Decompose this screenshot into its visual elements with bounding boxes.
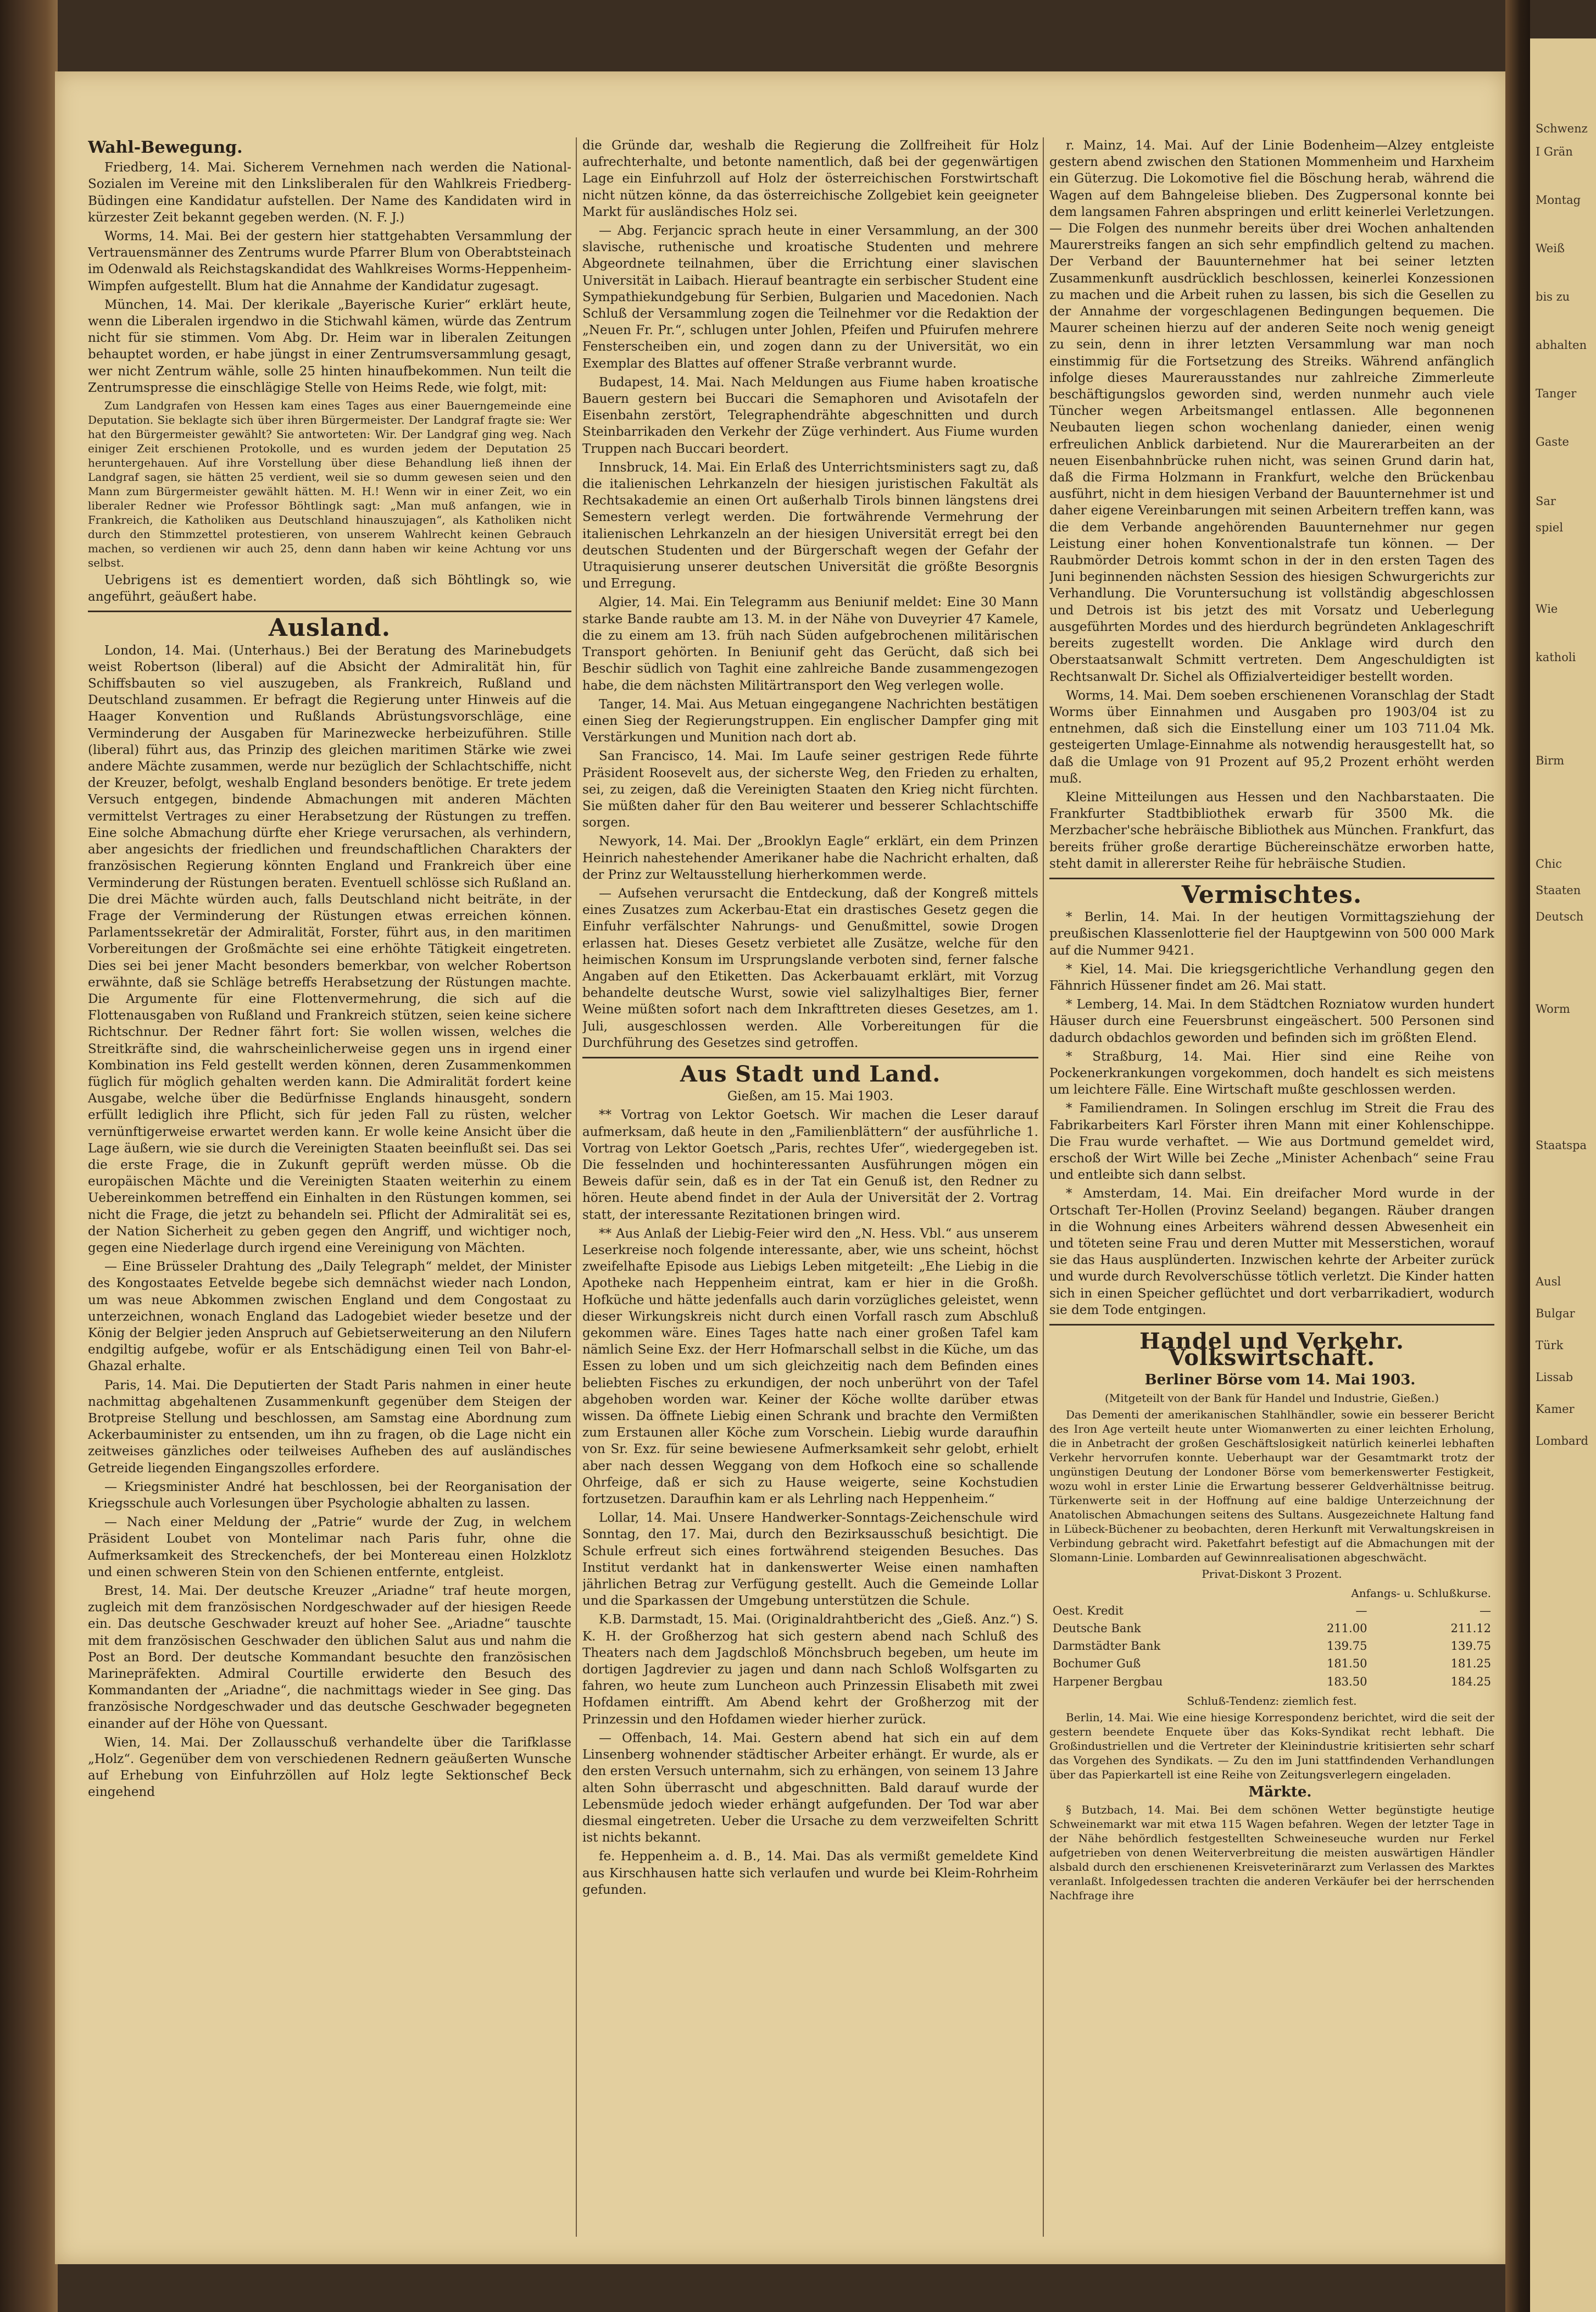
adjacent-page-fragment <box>1530 38 1596 2312</box>
article-paragraph: ** Aus Anlaß der Liebig-Feier wird den „N. Hess. Vbl.“ aus unserem Leserkreise noch folgende interessante, aber, wie uns scheint, höchst zweifelhafte Episode aus Liebigs Leben mitgeteilt: „Ehe Liebig in die Apotheke nach Heppenheim eintrat, kam er hier in die Großh. Hofküche und hätte jedenfalls auch darin vorzügliches geleistet, wenn dieser Wirkungskreis nicht durch einen Vorfall rasch zum Abschluß gekommen wäre. Eines Tages hatte nach einer großen Tafel kam nämlich Seine Exz. der Herr Hofmarschall selbst in die Küche, um das Essen zu loben und um sich gleichzeitig nach dem Befinden eines beliebten Fisches zu erkundigen, der noch unberührt von der Tafel abgehoben worden war. Keiner der Köche wollte darüber etwas wissen. Da öffnete Liebig einen Schrank und brachte den Vermißten zum Erstaunen aller Köche zum Vorschein. Liebig wurde daraufhin von Sr. Exz. für seine bewiesene Aufmerksamkeit sehr gelobt, erhielt aber nach dessen Weggang von dem Hofkoch eine so schallende Ohrfeige, daß er sich zu Hause weigerte, seine Kochstudien fortzusetzen. Daraufhin kam er als Lehrling nach Heppenheim.“ <box>582 1226 1038 1507</box>
column-rule <box>1043 137 1044 2237</box>
article-paragraph: — Kriegsminister André hat beschlossen, bei der Reorganisation der Kriegsschule auch Vorlesungen über Psychologie abhalten zu lassen. <box>88 1479 571 1511</box>
table-row: Harpener Bergbau 183.50 184.25 <box>1053 1675 1491 1688</box>
table-row: Bochumer Guß 181.50 181.25 <box>1053 1657 1491 1671</box>
fragment-line: spiel <box>1536 521 1564 534</box>
article-paragraph: — Nach einer Meldung der „Patrie“ wurde der Zug, in welchem Präsident Loubet von Montelimar nach Paris fuhr, ohne die Aufmerksamkeit des Streckenchefs, der bei Montereau einen Holzklotz und einen schweren Stein von den Schienen entfernte, entgleist. <box>88 1515 571 1579</box>
fragment-line: Gaste <box>1536 435 1569 448</box>
article-paragraph: K.B. Darmstadt, 15. Mai. (Originaldrahtbericht des „Gieß. Anz.“) S. K. H. der Großherzog hat sich gestern abend nach Schluß des Theaters nach dem Jagdschloß Mönchsbruch begeben, um heute im dortigen Jagdrevier zu jagen und dann nach Schloß Wolfsgarten zu fahren, wo heute zum Luncheon auch Prinzessin Elisabeth mit zwei Hofdamen eintrifft. Am Abend kehrt der Großherzog mit der Prinzessin und den Hofdamen wieder hierher zurück. <box>582 1612 1038 1727</box>
fragment-line: Sar <box>1536 495 1556 508</box>
closing-tendency: Schluß-Tendenz: ziemlich fest. <box>1187 1694 1357 1707</box>
article-paragraph: Algier, 14. Mai. Ein Telegramm aus Beniunif meldet: Eine 30 Mann starke Bande raubte am 13. M. in der Nähe von Duveyrier 47 Kamele, die zu einem am 13. früh nach Süden aufgebrochenen militärischen Transport gehörten. In Beniunif geht das Gerücht, daß sich bei Beschir südlich von Taghit eine zahlreiche Bande zusammengezogen habe, die dem nächsten Militärtransport den Weg verlegen wolle. <box>582 595 1038 693</box>
article-paragraph: Berlin, 14. Mai. Wie eine hiesige Korrespondenz berichtet, wird die seit der gestern beendete Enquete über das Koks-Syndikat recht lebhaft. Die Großindustriellen und die Vertreter der Kleinindustrie kritisierten sehr scharf das Vorgehen des Syndikats. — Zu den im Juni stattfindenden Verhandlungen über das Papierkartell ist eine Reihe von Zeitungsverlegern eingeladen. <box>1049 1710 1494 1781</box>
article-paragraph: — Offenbach, 14. Mai. Gestern abend hat sich ein auf dem Linsenberg wohnender städtischer Arbeiter erhängt. Er wurde, als er den ersten Versuch unternahm, sich zu erhängen, von seinem 13 Jahre alten Sohn überrascht und abgeschnitten. Bald darauf wurde der Lebensmüde jedoch wieder erhängt aufgefunden. Der Tod war aber diesmal eingetreten. Ueber die Ursache zu dem verzweifelten Schritt ist nichts bekannt. <box>582 1731 1038 1845</box>
fragment-line: Montag <box>1536 193 1581 207</box>
article-paragraph: München, 14. Mai. Der klerikale „Bayerische Kurier“ erklärt heute, wenn die Liberalen irgendwo in die Stichwahl kämen, würde das Zentrum nicht für sie stimmen. Vom Abg. Dr. Heim war in liberalen Zeitungen behauptet worden, er habe jüngst in einer Zentrumsversammlung gesagt, wer nicht Zentrum wähle, solle 25 hinten hinaufbekommen. Nun teilt die Zentrumspresse die einschlägige Stelle von Heims Rede, wie folgt, mit: <box>88 297 571 395</box>
article-paragraph: r. Mainz, 14. Mai. Auf der Linie Bodenheim—Alzey entgleiste gestern abend zwischen den Stationen Mommenheim und Harxheim ein Güterzug. Die Lokomotive fiel die Böschung herab, während die Wagen auf dem Bahngeleise blieben. Des Zugpersonal konnte bei dem langsamen Fahren abspringen und erlitt keinerlei Verletzungen. — Die Folgen des nunmehr bereits über drei Wochen anhaltenden Maurerstreiks fangen an sich sehr empfindlich geltend zu machen. Der Verband der Bauunternehmer hat bei seiner letzten Zusammenkunft ausdrücklich beschlossen, keinerlei Konzessionen zu machen und die Arbeit ruhen zu lassen, bis sich die Gesellen zu der Annahme der vorgeschlagenen Bedingungen bequemen. Die Maurer scheinen hierzu auf der anderen Seite noch wenig geneigt zu sein, denn in ihrer letzten Versammlung war man noch einstimmig für die Fortsetzung des Streiks. Während anfänglich infolge dieses Maurerausstandes nur zahlreiche Zimmerleute beschäftigungslos geworden sind, werden nunmehr auch viele Tüncher wegen Arbeitsmangel entlassen. Alle begonnenen Neubauten liegen schon wochenlang danieder, einen wenig erfreulichen Anblick darbietend. Nur die Maurerarbeiten an der neuen Eisenbahnbrücke ruhen nicht, was seinen Grund darin hat, daß die Firma Holzmann in Frankfurt, welche den Brückenbau ausführt, nicht in dem hiesigen Verband der Bauunternehmer ist und daher eigene Vereinbarungen mit seinen Arbeitern treffen kann, was die dem Verbande angehörenden Bauunternehmer nur gegen Leistung einer hohen Konventionalstrafe tun können. — Der Raubmörder Detrois kommt schon in der in den ersten Tagen des Juni beginnenden nächsten Session des hiesigen Schwurgerichts zur Verhandlung. Die Voruntersuchung ist vollständig abgeschlossen und Detrois ist bis jetzt des mit Vorsatz und Ueberlegung ausgeführten Mordes und des hierdurch begründeten Anklageschrift bereits zugestellt worden. Die Anklage wird durch den Oberstaatsanwalt Schmitt vertreten. Dem Angeschuldigten ist Rechtsanwalt Dr. Sichel als Offizialverteidiger bestellt worden. <box>1049 138 1494 684</box>
fragment-line: katholi <box>1536 651 1576 664</box>
article-paragraph: Newyork, 14. Mai. Der „Brooklyn Eagle“ erklärt, ein dem Prinzen Heinrich nahestehender Amerikaner habe die Nachricht erhalten, daß der Prinz zur Weltausstellung hierherkommen werde. <box>582 834 1038 882</box>
article-paragraph: Lollar, 14. Mai. Unsere Handwerker-Sonntags-Zeichenschule wird Sonntag, den 17. Mai, durch den Bezirksausschuß besichtigt. Die Schule erfreut sich eines fortwährend steigenden Besuches. Das Institut verdankt hat in dankenswerter Weise einen namhaften jährlichen Betrag zur Verfügung gestellt. Auch die Gemeinde Lollar und die Sparkassen der Umgebung unterstützen die Schule. <box>582 1511 1038 1609</box>
article-quote: Zum Landgrafen von Hessen kam eines Tages aus einer Bauerngemeinde eine Deputation. Sie beklagte sich über ihren Bürgermeister. Der Landgraf fragte sie: Wer hat den Bürgermeister gewählt? Sie antworteten: Wir. Der Landgraf ging weg. Nach einiger Zeit erschienen Protokolle, und es wurden jedem der Deputation 25 heruntergehauen. Auf ihre Vorstellung über diese Behandlung ließ ihnen der Landgraf sagen, sie hätten 25 verdient, weil sie so dumm gewesen seien und den Mann zum Bürgermeister gewählt hätten. M. H.! Wenn wir in einer Zeit, wo ein liberaler Redner wie Professor Böhtlingk sagt: „Man muß anfangen, wie in Frankreich, die Katholiken aus Deutschland hinauszujagen“, als Katholiken nicht durch den Stimmzettel protestieren, von unserem Wahlrecht keinen Gebrauch machen, so verdienen wir auch 25, denn dann haben wir keine Achtung vor uns selbst. <box>88 399 571 570</box>
article-paragraph: * Familiendramen. In Solingen erschlug im Streit die Frau des Fabrikarbeiters Karl Förster ihren Mann mit einer Kohlenschippe. Die Frau wurde verhaftet. — Wie aus Dortmund gemeldet wird, erschoß der Wirt Wille bei Zeche „Minister Achenbach“ seine Frau und entleibte sich dann selbst. <box>1049 1101 1494 1183</box>
maerkte-title: Märkte. <box>1248 1783 1312 1800</box>
article-paragraph: Worms, 14. Mai. Bei der gestern hier stattgehabten Versammlung der Vertrauensmänner des Zentrums wurde Pfarrer Blum von Oberabtsteinach im Odenwald als Reichstagskandidat des Wahlkreises Worms-Heppenheim-Wimpfen aufgestellt. Blum hat die Annahme der Kandidatur zugesagt. <box>88 229 571 293</box>
boerse-report: Das Dementi der amerikanischen Stahlhändler, sowie ein besserer Bericht des Iron Age verteilt heute unter Wiomanwerten zu einer leichten Erholung, die in Anbetracht der großen Geschäftslosigkeit natürlich keinerlei lebhaften Verkehr hervorrufen konnte. Ueberhaupt war der Gesamtmarkt trotz der ungünstigen Deutung der Londoner Börse vom bemerkenswerter Festigkeit, wozu wohl in erster Linie die Erwartung besserer Geldverhältnisse beitrug. Türkenwerte seit in der Hoffnung auf eine baldige Unterzeichnung der Anatolischen Abmachungen seitens des Sultans. Ausgezeichnete Haltung fand in Lübeck-Büchener zu beobachten, deren Herkunft mit Verwaltungskreisen in Verbindung gebracht wird. Paketfahrt befestigt auf die Abmachungen mit der Slomann-Linie. Lombarden auf Gewinnrealisationen abgeschwächt. <box>1049 1407 1494 1564</box>
article-paragraph: die Gründe dar, weshalb die Regierung die Zollfreiheit für Holz aufrechterhalte, und betonte namentlich, daß bei der gegenwärtigen Lage ein Einfuhrzoll auf Holz der österreichischen Forstwirtschaft nicht nützen könne, da das österreichische Zollgebiet kein geeigneter Markt für ausländisches Holz sei. <box>582 138 1038 219</box>
article-paragraph: Budapest, 14. Mai. Nach Meldungen aus Fiume haben kroatische Bauern gestern bei Buccari die Semaphoren und Avisotafeln der Eisenbahn zerstört, Telegraphendrähte abgeschnitten und durch Steinbarrikaden den Verkehr der Züge verhindert. Aus Fiume wurden Truppen nach Buccari beordert. <box>582 375 1038 456</box>
article-paragraph: fe. Heppenheim a. d. B., 14. Mai. Das als vermißt gemeldete Kind aus Kirschhausen hatte sich verlaufen und wurde bei Kleim-Rohrheim gefunden. <box>582 1849 1038 1897</box>
table-row: Deutsche Bank 211.00 211.12 <box>1053 1622 1491 1635</box>
fragment-line: bis zu <box>1536 290 1570 303</box>
fragment-line: I Grän <box>1536 145 1573 158</box>
article-paragraph: London, 14. Mai. (Unterhaus.) Bei der Beratung des Marinebudgets weist Robertson (liberal) auf die Absicht der Admiralität hin, für Schiffsbauten so viel auszugeben, als Frankreich, Rußland und Deutschland zusammen. Er befragt die Regierung unter Hinweis auf die Haager Konvention und Rußlands Abrüstungsvorschläge, eine Verminderung der Ausgaben für Marinezwecke herbeizuführen. Stille (liberal) führt aus, das Prinzip des gleichen maritimen Stärke wie zwei andere Mächte zusammen, werde nur bezüglich der Schlachtschiffe, nicht der Kreuzer, befolgt, weshalb England besonders benötige. Er trete jedem Versuch entgegen, bindende Abmachungen mit anderen Mächten vermittelst Vertrages zu einer Herabsetzung der Rüstungen zu treffen. Eine solche Abmachung dürfte eher Kriege verursachen, als verhindern, aber angesichts der friedlichen und freundschaftlichen Charakters der französischen Regierung könnten England und Frankreich über eine Verminderung der Rüstungen beraten. Eventuell schlösse sich Rußland an. Die drei Mächte würden auch, falls Deutschland nicht beiträte, in der Frage der Verminderung der Rüstungen etwas erreichen können. Parlamentssekretär der Admiralität, Forster, führt aus, in den maritimen Vorbereitungen der Großmächte sei eine erhöhte Tätigkeit eingetreten. Dies sei bei jener Macht besonders bemerkbar, von welcher Robertson erwähnte, daß sie Schläge betreffs Herabsetzung der Rüstungen machte. Die Argumente für eine Flottenvermehrung, die sich auf die Flottenausgaben von Rußland und Frankreich stützen, seien keine sichere Richtschnur. Der Redner fährt fort: Sie wollen wissen, welches die Streitkräfte sind, die wahrscheinlicherweise gegen uns in irgend einer Kombination ins Feld gestellt werden können, deren Zusammenkommen füglich für möglich gehalten werden kann. Die Admiralität fordert keine Ausgabe, welche über die Bedürfnisse Englands hinausgeht, sondern erfüllt lediglich ihre Pflicht, sich für jeden Fall zu rüsten, welcher vernünftigerweise erwartet werden kann. Er wolle keine Ansicht über die Lage äußern, wie sie durch die Vereinigten Staaten beeinflußt sei. Das sei die erste Frage, die in Zukunft geprüft werden müsse. Ob die europäischen Mächte und die Vereinigten Staaten weiterhin zu einem Uebereinkommen betreffend ein Einhalten in den Rüstungen kommen, sei nicht die Frage, die jetzt zu behandeln sei. Pflicht der Admiralität sei es, der Nation Sicherheit zu geben gegen den Angriff, und wichtiger noch, gegen eine Niederlage durch irgend eine Vereinigung von Mächten. <box>88 643 571 1255</box>
article-paragraph: Kleine Mitteilungen aus Hessen und den Nachbarstaaten. Die Frankfurter Stadtbibliothek erwarb für 3500 Mk. die Merzbacher'sche hebräische Bibliothek aus München. Frankfurt, das bereits früher große derartige Büchereinschätze erworben hatte, steht damit in allererster Reihe für hebräische Studien. <box>1049 790 1494 871</box>
boerse-credit: (Mitgeteilt von der Bank für Handel und Industrie, Gießen.) <box>1104 1391 1439 1405</box>
fragment-line: abhalten <box>1536 339 1587 352</box>
fragment-line: Schwenz <box>1536 122 1588 135</box>
article-paragraph: * Kiel, 14. Mai. Die kriegsgerichtliche Verhandlung gegen den Fähnrich Hüssener findet am 26. Mai statt. <box>1049 962 1494 993</box>
table-row: Darmstädter Bank 139.75 139.75 <box>1053 1639 1491 1653</box>
dateline: Gießen, am 15. Mai 1903. <box>727 1089 894 1104</box>
section-title-wahlbewegung: Wahl-Bewegung. <box>88 138 243 157</box>
article-paragraph: Paris, 14. Mai. Die Deputierten der Stadt Paris nahmen in einer heute nachmittag abgehaltenen Zusammenkunft gegenüber dem Steigen der Brotpreise Stellung und beschlossen, am Samstag eine Abordnung zum Ackerbauminister zu entsenden, um ihn zu fragen, ob die Lage nicht ein zeitweises gänzliches oder teilweises Aufheben des auf ausländisches Getreide liegenden Eingangszolles erfordere. <box>88 1378 571 1476</box>
section-divider <box>1049 1324 1494 1326</box>
article-paragraph: — Aufsehen verursacht die Entdeckung, daß der Kongreß mittels eines Zusatzes zum Ackerbau-Etat ein drastisches Gesetz gegen die Einfuhr verfälschter Nahrungs- und Genußmittel, sowie Drogen erlassen hat. Dieses Gesetz verbietet alle Zusätze, welche für den heimischen Konsum im Ursprungslande verboten sind, ferner falsche Angaben auf den Etiketten. Das Ackerbauamt erklärt, mit Vorzug behandelte deutsche Wurst, sowie viel salizylhaltiges Bier, ferner Weine müßten sofort nach dem Inkrafttreten dieses Gesetzes, am 1. Juli, ausgeschlossen werden. Alle Vorbereitungen für die Durchführung des Gesetzes sind getroffen. <box>582 886 1038 1050</box>
section-title-ausland: Ausland. <box>268 614 391 642</box>
fragment-line: Ausl <box>1536 1275 1561 1288</box>
article-paragraph: § Butzbach, 14. Mai. Bei dem schönen Wetter begünstigte heutige Schweinemarkt war mit etwa 115 Wagen befahren. Wegen der letzter Tage in der Nähe behördlich festgestellten Schweineseuche wurden nur Ferkel aufgetrieben von denen Weiterverbreitung die meisten auswärtigen Händler alsbald durch den erschienenen Kreisveterinärarzt zum Verlassen des Marktes veranlaßt. Infolgedessen trachten die anderen Verkäufer bei der herrschenden Nachfrage ihre <box>1049 1803 1494 1903</box>
section-title-vermischtes: Vermischtes. <box>1181 880 1363 909</box>
article-paragraph: ** Vortrag von Lektor Goetsch. Wir machen die Leser darauf aufmerksam, daß heute in den „Familienblättern“ der ausführliche 1. Vortrag von Lektor Goetsch „Paris, rechtes Ufer“, wiedergegeben ist. Die fesselnden und hochinteressanten Ausführungen mögen ein Beweis dafür sein, daß es in der Tat ein Genuß ist, den Redner zu hören. Heute abend findet in der Aula der Universität der 2. Vortrag statt, der interessante Rezitationen bringen wird. <box>582 1108 1038 1222</box>
fragment-line: Lombard <box>1536 1434 1588 1448</box>
page-gutter <box>1505 0 1530 2312</box>
article-paragraph: * Amsterdam, 14. Mai. Ein dreifacher Mord wurde in der Ortschaft Ter-Hollen (Provinz Seeland) begangen. Räuber drangen in die Wohnung eines Arbeiters während dessen Abwesenheit ein und töteten seine Frau und deren Mutter mit Messerstichen, worauf sie das Haus ausplünderten. Inzwischen kehrte der Arbeiter zurück und wurde durch Revolverschüsse tötlich verletzt. Die Kinder hatten sich in einen Speicher geflüchtet und dort verbarrikadiert, wodurch sie dem Tode entgingen. <box>1049 1187 1494 1317</box>
article-paragraph: Friedberg, 14. Mai. Sicherem Vernehmen nach werden die National-Sozialen im Vereine mit den Linksliberalen für den Wahlkreis Friedberg-Büdingen eine Kandidatur aufstellen. Der Name des Kandidaten wird in kürzester Zeit bekannt gegeben werden. (N. F. J.) <box>88 160 571 225</box>
fragment-line: Worm <box>1536 1002 1570 1016</box>
fragment-line: Lissab <box>1536 1371 1573 1384</box>
fragment-line: Bulgar <box>1536 1307 1575 1320</box>
table-row: Oest. Kredit — — <box>1053 1604 1491 1617</box>
fragment-line: Tanger <box>1536 387 1577 400</box>
article-paragraph: * Straßburg, 14. Mai. Hier sind eine Reihe von Pockenerkrankungen vorgekommen, doch handelt es sich meistens um leichtere Fälle. Eine Wirtschaft mußte geschlossen werden. <box>1049 1049 1494 1097</box>
column-rule <box>576 137 577 2237</box>
article-paragraph: Tanger, 14. Mai. Aus Metuan eingegangene Nachrichten bestätigen einen Sieg der Regierungstruppen. Ein englischer Dampfer ging mit Verstärkungen und Munition nach dort ab. <box>582 697 1038 745</box>
fragment-line: Deutsch <box>1536 910 1584 923</box>
fragment-line: Staaten <box>1536 884 1581 897</box>
article-paragraph: Brest, 14. Mai. Der deutsche Kreuzer „Ariadne“ traf heute morgen, zugleich mit dem französischen Nordgeschwader auf der hiesigen Reede ein. Das deutsche Geschwader kreuzt auf hoher See. „Ariadne“ tauschte mit dem französischen Geschwader den üblichen Salut aus und nahm die Post an Bord. Der deutsche Kommandant besuchte den französischen Marinepräfekten. Admiral Courtille erwiderte den Besuch des Kommandanten der „Ariadne“, die nachmittags wieder in See ging. Das französische Nordgeschwader und das deutsche Geschwader begegneten einander auf der Höhe von Quessant. <box>88 1584 571 1731</box>
article-paragraph: Wien, 14. Mai. Der Zollausschuß verhandelte über die Tarifklasse „Holz“. Gegenüber dem von verschiedenen Rednern geäußerten Wunsche auf Erhebung von Einfuhrzöllen auf Holz legte Sektionschef Beck eingehend <box>88 1735 571 1800</box>
column-1 <box>88 137 571 2237</box>
section-divider <box>582 1057 1038 1058</box>
fragment-line: Wie <box>1536 602 1558 616</box>
fragment-line: Türk <box>1536 1339 1564 1352</box>
fragment-line: Staatspa <box>1536 1139 1587 1152</box>
quotes-header: Anfangs- u. Schlußkurse. <box>1351 1586 1491 1600</box>
article-paragraph: — Eine Brüsseler Drahtung des „Daily Telegraph“ meldet, der Minister des Kongostaates Eetvelde begebe sich demnächst wieder nach London, um was neue Abkommen zwischen England und dem Congostaat zu unterzeichnen, wonach England das Ladogebiet wieder besetze und der König der Belgier jeden Anspruch auf Gebietserweiterung an den Nilufern endgiltig aufgebe, wofür er als Entschädigung einen Teil von Bahr-el-Ghazal erhalte. <box>88 1260 571 1374</box>
article-paragraph: * Lemberg, 14. Mai. In dem Städtchen Rozniatow wurden hundert Häuser durch eine Feuersbrunst eingeäschert. 500 Personen sind dadurch obdachlos geworden und befinden sich im größten Elend. <box>1049 997 1494 1045</box>
boerse-title: Berliner Börse vom 14. Mai 1903. <box>1144 1372 1416 1389</box>
article-paragraph: Worms, 14. Mai. Dem soeben erschienenen Voranschlag der Stadt Worms über Einnahmen und Ausgaben pro 1903/04 ist zu entnehmen, daß sich die Einstellung einer um 103 711.04 Mk. gesteigerten Umlage-Einnahme als notwendig herausgestellt hat, so daß die Umlage von 91 Prozent auf 95,2 Prozent erhöht werden muß. <box>1049 688 1494 786</box>
fragment-line: Birm <box>1536 754 1565 767</box>
article-paragraph: San Francisco, 14. Mai. Im Laufe seiner gestrigen Rede führte Präsident Roosevelt aus, der sicherste Weg, den Frieden zu erhalten, sei, zu zeigen, daß die Vereinigten Staaten den Krieg nicht fürchten. Sie müßten daher für den Bau weiterer und besserer Schlachtschiffe sorgen. <box>582 749 1038 830</box>
article-paragraph: — Abg. Ferjancic sprach heute in einer Versammlung, an der 300 slavische, ruthenische und kroatische Studenten und mehrere Abgeordnete teilnahmen, über die Errichtung einer slavischen Universität in Laibach. Hierauf beantragte ein serbischer Student eine Sympathiekundgebung für Serbien, Bulgarien und Macedonien. Nach Schluß der Versammlung zogen die Teilnehmer vor die Redaktion der „Neuen Fr. Pr.“, schlugen unter Johlen, Pfeifen und Pfuirufen mehrere Fensterscheiben ein, und zogen dann zu der Universität, wo ein Exemplar des Blattes auf offener Straße verbrannt wurde. <box>582 224 1038 371</box>
section-divider <box>88 611 571 612</box>
book-binding <box>0 0 58 2312</box>
fragment-line: Weiß <box>1536 242 1565 255</box>
article-paragraph: Uebrigens ist es dementiert worden, daß sich Böhtlingk so, wie angeführt, geäußert habe. <box>88 573 571 605</box>
section-title-stadt-land: Aus Stadt und Land. <box>680 1061 941 1087</box>
newspaper-page <box>55 71 1505 2264</box>
column-2 <box>582 137 1038 2237</box>
section-divider <box>1049 878 1494 879</box>
fragment-line: Chic <box>1536 857 1562 871</box>
column-3 <box>1049 137 1494 2237</box>
article-paragraph: Innsbruck, 14. Mai. Ein Erlaß des Unterrichtsministers sagt zu, daß die italienischen Lehrkanzeln der hiesigen juristischen Fakultät als Rechtsakademie an einen Ort außerhalb Tirols binnen längstens drei Semestern verlegt werden. Die fortwährende Vermehrung der italienischen Lehrkanzeln an der hiesigen Universität erregt bei den deutschen Studenten und der Bürgerschaft wegen der Gefahr der Utraquisierung unserer deutschen Universität die größte Besorgnis und Erregung. <box>582 460 1038 591</box>
stock-quotes-table <box>1049 1584 1494 1690</box>
fragment-line: Kamer <box>1536 1402 1575 1416</box>
privat-diskont: Privat-Diskont 3 Prozent. <box>1202 1567 1342 1581</box>
section-title-handel: Handel und Verkehr. Volkswirtschaft. <box>1139 1328 1404 1371</box>
article-paragraph: * Berlin, 14. Mai. In der heutigen Vormittagsziehung der preußischen Klassenlotterie fiel der Hauptgewinn von 500 000 Mark auf die Nummer 9421. <box>1049 910 1494 958</box>
